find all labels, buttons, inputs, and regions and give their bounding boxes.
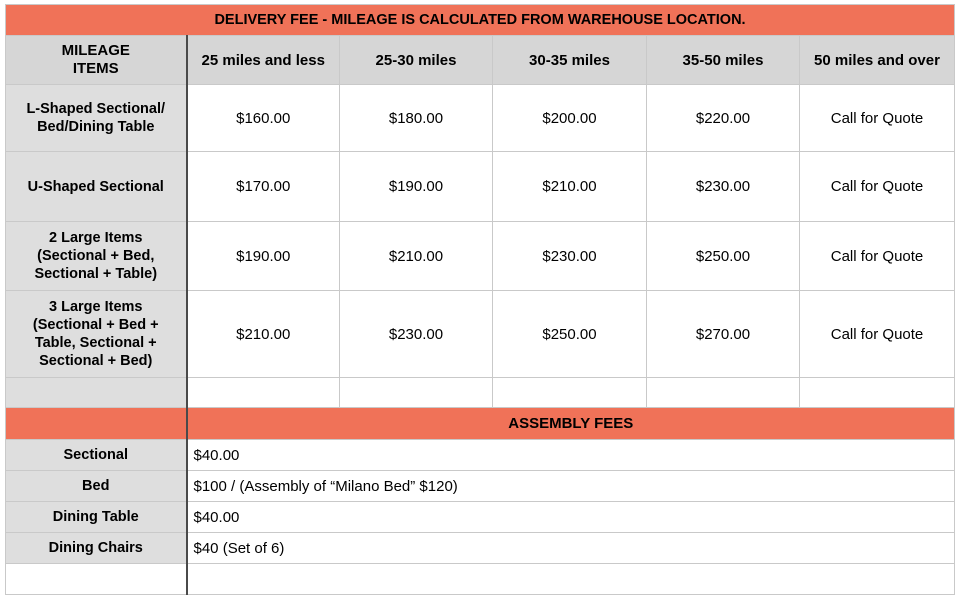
price-cell: $250.00 bbox=[493, 291, 647, 378]
col-header-1: 25 miles and less bbox=[187, 36, 340, 85]
table-row bbox=[6, 152, 955, 222]
blank-cell bbox=[187, 378, 340, 408]
empty-label-cell bbox=[6, 564, 187, 595]
row-label-line: (Sectional + Bed + bbox=[32, 317, 159, 333]
blank-cell bbox=[800, 378, 955, 408]
col-header-3: 30-35 miles bbox=[493, 36, 647, 85]
row-label-line: Sectional + Bed) bbox=[39, 353, 153, 369]
assembly-label: Bed bbox=[6, 471, 187, 502]
assembly-fee: $40 (Set of 6) bbox=[187, 533, 955, 564]
blank-cell bbox=[340, 378, 493, 408]
blank-label-cell bbox=[6, 378, 187, 408]
row-label-line: U-Shaped Sectional bbox=[27, 178, 164, 195]
col-header-2: 25-30 miles bbox=[340, 36, 493, 85]
assembly-corner bbox=[6, 408, 187, 440]
price-cell: $210.00 bbox=[493, 152, 647, 222]
col-header-4: 35-50 miles bbox=[647, 36, 800, 85]
price-cell: $190.00 bbox=[187, 222, 340, 291]
blank-cell bbox=[493, 378, 647, 408]
delivery-fee-table bbox=[5, 4, 955, 595]
assembly-label: Sectional bbox=[6, 440, 187, 471]
price-cell: $270.00 bbox=[647, 291, 800, 378]
header-row bbox=[6, 36, 955, 85]
assembly-header-row bbox=[6, 408, 955, 440]
empty-cell bbox=[187, 564, 955, 595]
price-cell: $180.00 bbox=[340, 85, 493, 152]
row-label-line: 2 Large Items bbox=[49, 230, 143, 246]
assembly-row bbox=[6, 533, 955, 564]
assembly-fee: $100 / (Assembly of “Milano Bed” $120) bbox=[187, 471, 955, 502]
header-corner bbox=[6, 36, 187, 85]
price-cell: $200.00 bbox=[493, 85, 647, 152]
row-label-line: Table, Sectional + bbox=[34, 335, 157, 351]
price-cell: $160.00 bbox=[187, 85, 340, 152]
corner-line-1: MILEAGE bbox=[61, 42, 130, 59]
price-cell: $230.00 bbox=[493, 222, 647, 291]
blank-row bbox=[6, 378, 955, 408]
row-label bbox=[6, 222, 187, 291]
corner-line-2: ITEMS bbox=[72, 60, 119, 77]
table-row bbox=[6, 222, 955, 291]
row-label-line: Sectional + Table) bbox=[34, 266, 158, 282]
price-cell: $210.00 bbox=[340, 222, 493, 291]
price-cell: $210.00 bbox=[187, 291, 340, 378]
col-header-5: 50 miles and over bbox=[800, 36, 955, 85]
assembly-title: ASSEMBLY FEES bbox=[187, 408, 955, 440]
banner-title: DELIVERY FEE - MILEAGE IS CALCULATED FROM WAREHOUSE LOCATION. bbox=[6, 5, 955, 36]
row-label bbox=[6, 291, 187, 378]
price-cell: Call for Quote bbox=[800, 222, 955, 291]
assembly-row bbox=[6, 502, 955, 533]
table-row bbox=[6, 291, 955, 378]
fee-table-container bbox=[5, 4, 954, 595]
row-label-line: 3 Large Items bbox=[49, 299, 143, 315]
price-cell: $220.00 bbox=[647, 85, 800, 152]
row-label-line: (Sectional + Bed, bbox=[37, 248, 155, 264]
empty-row bbox=[6, 564, 955, 595]
row-label bbox=[6, 85, 187, 152]
row-label-line: Bed/Dining Table bbox=[37, 119, 155, 135]
price-cell: $190.00 bbox=[340, 152, 493, 222]
assembly-fee: $40.00 bbox=[187, 440, 955, 471]
row-label-line: L-Shaped Sectional/ bbox=[26, 101, 166, 117]
blank-cell bbox=[647, 378, 800, 408]
table-row bbox=[6, 85, 955, 152]
price-cell: Call for Quote bbox=[800, 291, 955, 378]
assembly-row bbox=[6, 471, 955, 502]
assembly-fee: $40.00 bbox=[187, 502, 955, 533]
banner-row bbox=[6, 5, 955, 36]
assembly-label: Dining Table bbox=[6, 502, 187, 533]
price-cell: $230.00 bbox=[340, 291, 493, 378]
assembly-label: Dining Chairs bbox=[6, 533, 187, 564]
price-cell: $170.00 bbox=[187, 152, 340, 222]
price-cell: $250.00 bbox=[647, 222, 800, 291]
row-label bbox=[6, 152, 187, 222]
price-cell: Call for Quote bbox=[800, 85, 955, 152]
price-cell: $230.00 bbox=[647, 152, 800, 222]
price-cell: Call for Quote bbox=[800, 152, 955, 222]
assembly-row bbox=[6, 440, 955, 471]
